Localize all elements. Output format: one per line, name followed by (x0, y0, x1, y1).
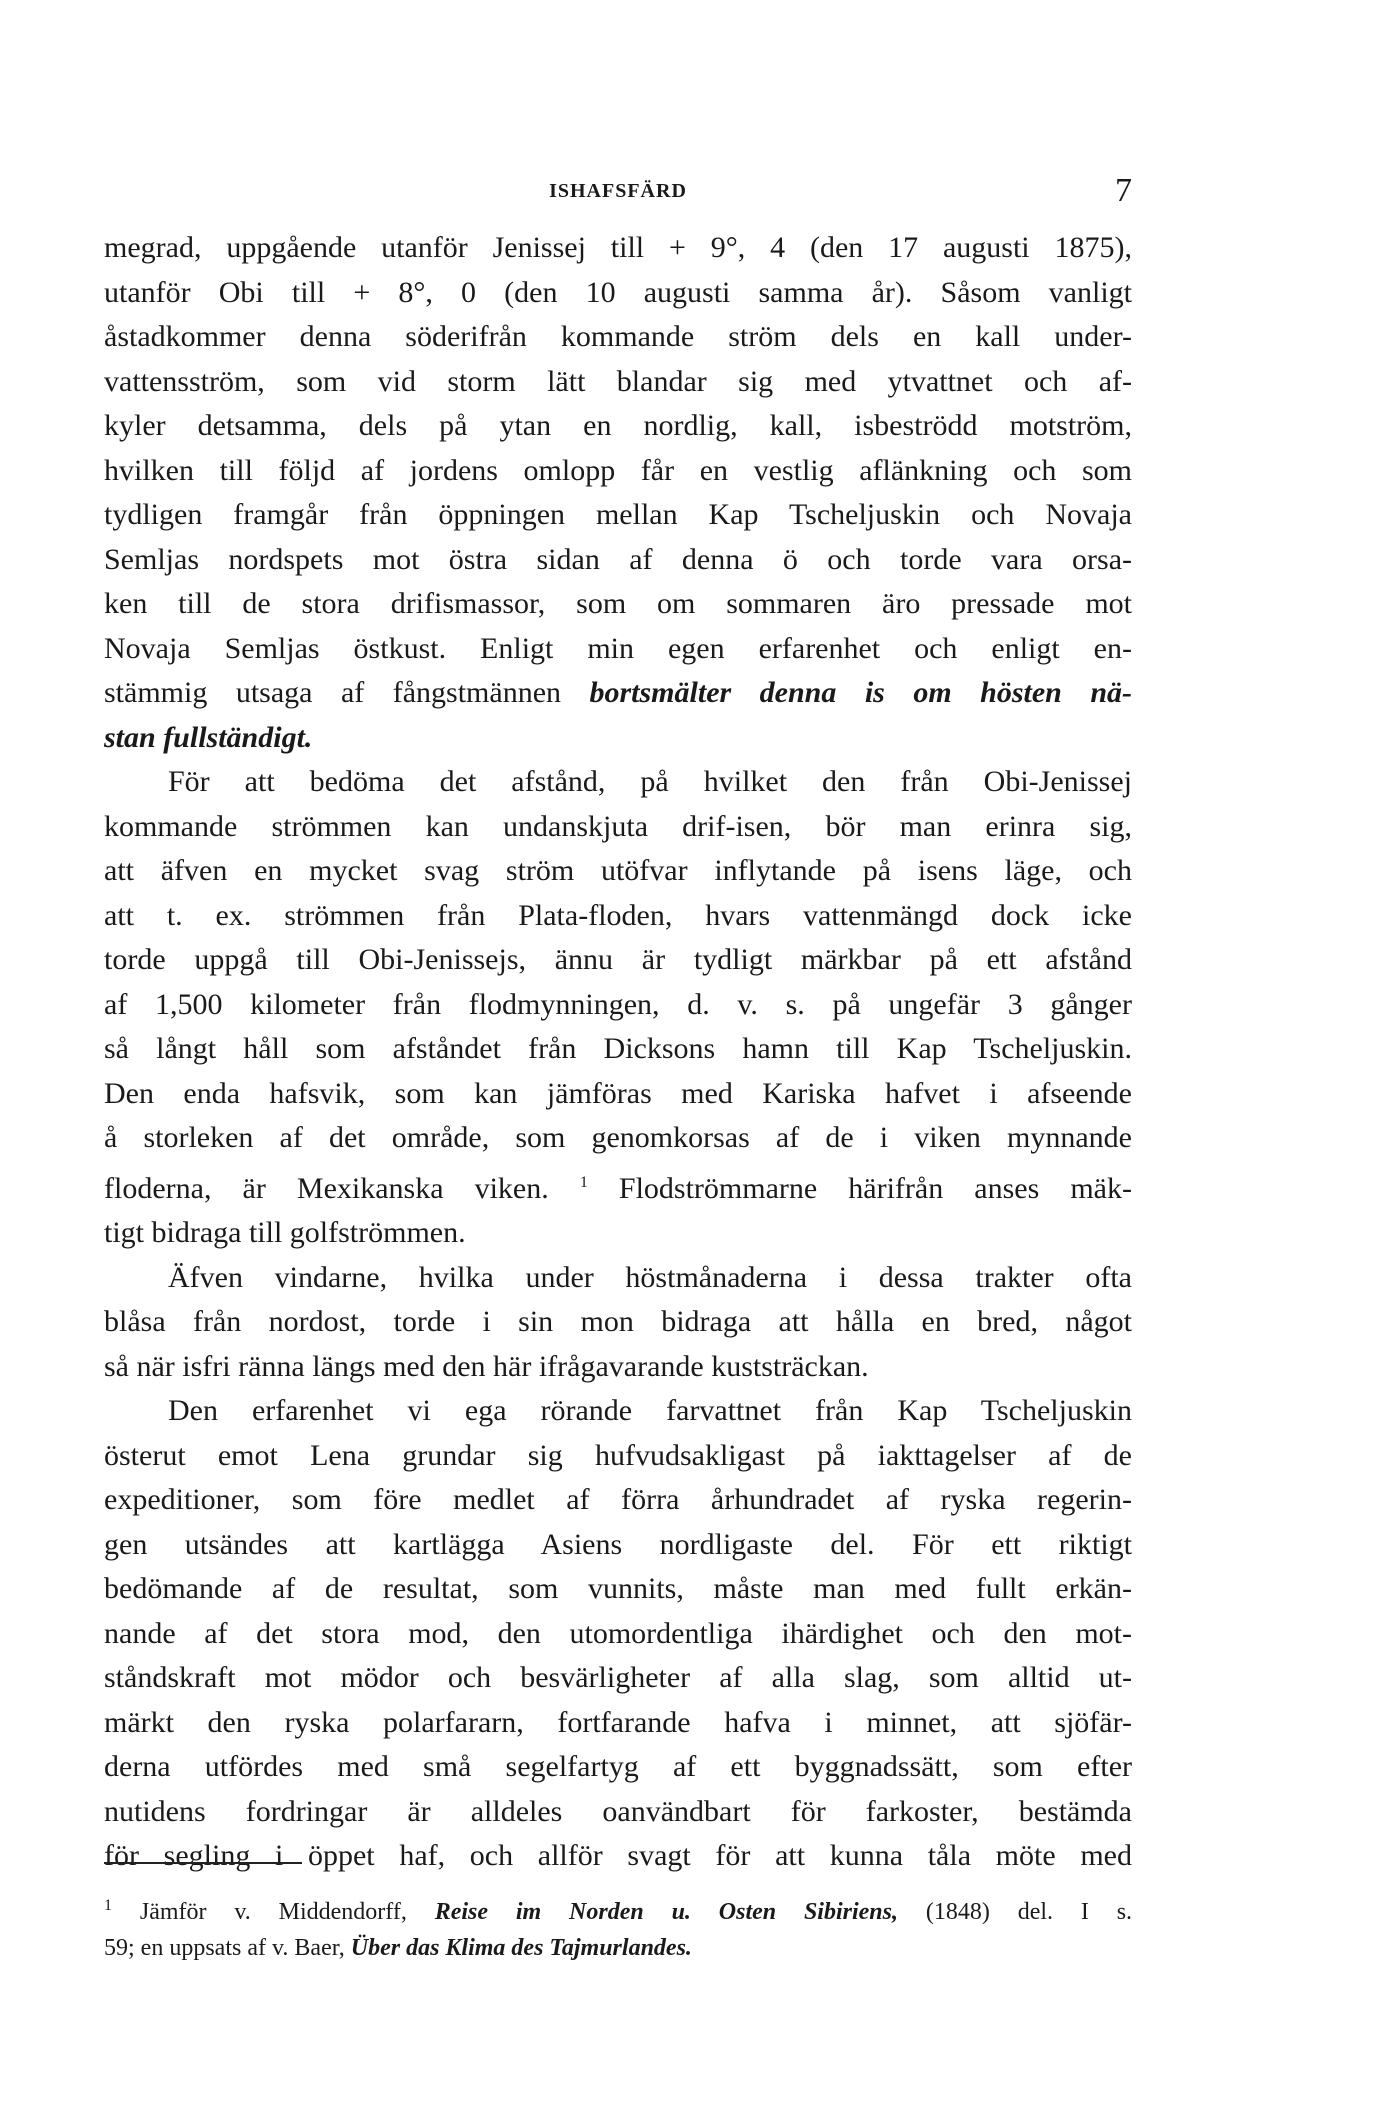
text-line: Den erfarenhet vi ega rörande farvattnet från Kap Tscheljuskin (168, 1394, 1132, 1427)
text-line: nutidens fordringar är alldeles oanvändbart för farkoster, bestämda (104, 1794, 1132, 1828)
text-line: tigt bidraga till golfströmmen. (104, 1216, 466, 1249)
text-line: österut emot Lena grundar sig hufvudsakligast på iakttagelser af de (104, 1438, 1132, 1472)
emphasis-text: stan fullständigt. (104, 720, 313, 754)
text-line: För att bedöma det afstånd, på hvilket den från Obi-Jenissej (168, 765, 1132, 798)
text-line: Den enda hafsvik, som kan jämföras med Kariska hafvet i afseende (104, 1076, 1132, 1110)
text-line: derna utfördes med små segelfartyg af ett byggnadssätt, som efter (104, 1750, 1132, 1783)
text-line: vattensström, som vid storm lätt blandar sig med ytvattnet och af- (104, 364, 1132, 398)
text-line: nande af det stora mod, den utomordentliga ihärdighet och den mot- (104, 1616, 1132, 1650)
text-line: att äfven en mycket svag ström utöfvar inflytande på isens läge, och (104, 854, 1132, 887)
text-line: Semljas nordspets mot östra sidan af denna ö och torde vara orsa- (104, 542, 1132, 576)
text-line: så när isfri ränna längs med den här ifrågavarande kuststräckan. (104, 1349, 869, 1383)
text-line: torde uppgå till Obi-Jenissejs, ännu är tydligt märkbar på ett afstånd (104, 943, 1132, 976)
text-line: blåsa från nordost, torde i sin mon bidraga att hålla en bred, något (104, 1305, 1132, 1338)
text-line (104, 1161, 1132, 1212)
body-text (104, 226, 1132, 1879)
running-head (104, 172, 1132, 212)
text-line: bedömande af de resultat, som vunnits, måste man med fullt erkän- (104, 1572, 1132, 1605)
text-span: floderna, är Mexikanska viken. (104, 1171, 549, 1205)
emphasis-text: Über das Klima des Tajmurlandes. (350, 1935, 692, 1961)
text-line (104, 716, 1132, 761)
footnote-line (104, 1930, 1132, 1966)
footnote-reference: 1 (579, 1173, 588, 1191)
text-span: (1848) del. I s. (925, 1899, 1133, 1925)
footnote (104, 1888, 1132, 1966)
text-line: ståndskraft mot mödor och besvärligheter af alla slag, som alltid ut- (104, 1661, 1132, 1694)
footnote-divider (104, 1862, 302, 1864)
emphasis-text: bortsmälter denna is om hösten nä- (589, 676, 1132, 709)
text-line: kyler detsamma, dels på ytan en nordlig, kall, isbeströdd motström, (104, 409, 1132, 442)
text-line: kommande strömmen kan undanskjuta drif-isen, bör man erinra sig, (104, 809, 1132, 843)
text-line: af 1,500 kilometer från flodmynningen, d. v. s. på ungefär 3 gånger (104, 987, 1132, 1021)
footnote-line (104, 1888, 1132, 1930)
text-line: så långt håll som afståndet från Dicksons hamn till Kap Tscheljuskin. (104, 1032, 1132, 1065)
running-title: ISHAFSFÄRD (549, 180, 687, 202)
text-line: å storleken af det område, som genomkorsas af de i viken mynnande (104, 1121, 1132, 1154)
text-line: tydligen framgår från öppningen mellan Kap Tscheljuskin och Novaja (104, 498, 1132, 531)
page-number: 7 (1115, 172, 1132, 209)
text-span: stämmig utsaga af fångstmännen (104, 676, 562, 709)
text-line: expeditioner, som före medlet af förra århundradet af ryska regerin- (104, 1483, 1132, 1516)
text-span: Flodströmmarne härifrån anses mäk- (618, 1171, 1132, 1205)
footnote-marker: 1 (104, 1897, 112, 1914)
text-line: Novaja Semljas östkust. Enligt min egen erfarenhet och enligt en- (104, 631, 1132, 665)
text-line: att t. ex. strömmen från Plata-floden, hvars vattenmängd dock icke (104, 898, 1132, 932)
text-line: gen utsändes att kartlägga Asiens nordligaste del. För ett riktigt (104, 1527, 1132, 1561)
text-line: märkt den ryska polarfararn, fortfarande hafva i minnet, att sjöfär- (104, 1705, 1132, 1739)
text-line (104, 671, 1132, 716)
text-span: 59; en uppsats af v. Baer, (104, 1935, 345, 1961)
text-line: hvilken till följd af jordens omlopp får en vestlig aflänkning och som (104, 453, 1132, 487)
text-line: megrad, uppgående utanför Jenissej till + 9°, 4 (den 17 augusti 1875), (104, 231, 1132, 264)
text-line: åstadkommer denna söderifrån kommande ström dels en kall under- (104, 320, 1132, 353)
text-line: Äfven vindarne, hvilka under höstmånaderna i dessa trakter ofta (168, 1260, 1132, 1294)
text-line: ken till de stora drifismassor, som om sommaren äro pressade mot (104, 587, 1132, 620)
text-line: utanför Obi till + 8°, 0 (den 10 augusti samma år). Såsom vanligt (104, 275, 1132, 309)
text-span: Jämför v. Middendorff, (139, 1899, 407, 1925)
text-line: för segling i öppet haf, och allför svagt för att kunna tåla möte med (104, 1839, 1132, 1872)
emphasis-text: Reise im Norden u. Osten Sibiriens, (434, 1899, 898, 1925)
